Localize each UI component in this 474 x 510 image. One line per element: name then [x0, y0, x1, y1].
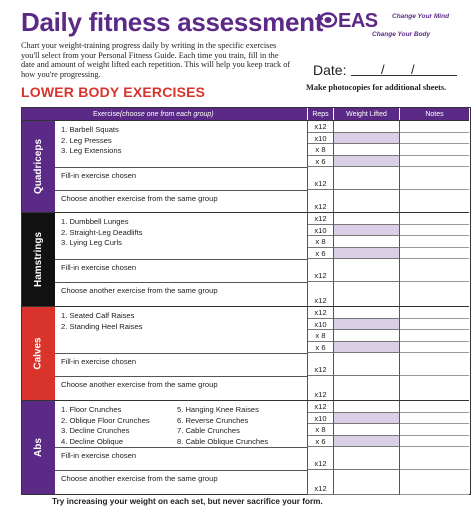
logo-tagline-1: Change Your Mind	[392, 13, 450, 20]
reps-cell: x 8	[308, 330, 334, 342]
notes-field[interactable]	[400, 413, 469, 425]
notes-field[interactable]	[400, 424, 469, 436]
weight-lifted-field[interactable]	[334, 470, 400, 495]
reps-cell: x10	[308, 413, 334, 425]
another-exercise-field[interactable]: Choose another exercise from the same group	[55, 190, 308, 213]
reps-cell: x12	[308, 353, 334, 376]
weight-lifted-field[interactable]	[334, 282, 400, 307]
exercise-option: 2. Straight-Leg Deadlifts	[61, 227, 143, 237]
exercise-column	[55, 307, 308, 401]
weight-lifted-field[interactable]	[334, 401, 400, 413]
notes-field[interactable]	[400, 342, 469, 354]
header-exercise	[55, 108, 308, 120]
another-exercise-field[interactable]: Choose another exercise from the same group	[55, 470, 308, 495]
exercise-option: 5. Hanging Knee Raises	[177, 405, 259, 414]
exercise-column	[55, 213, 308, 307]
logo-text: EAS	[338, 10, 378, 32]
reps-cell: x12	[308, 121, 334, 133]
group-quadriceps	[22, 120, 469, 212]
exercise-option: 7. Cable Crunches	[177, 426, 240, 436]
exercise-list-2	[177, 405, 268, 447]
notes-field[interactable]	[400, 436, 469, 448]
exercise-option: 8. Cable Oblique Crunches	[177, 436, 269, 446]
weight-lifted-field[interactable]	[334, 342, 400, 354]
reps-cell: x 6	[308, 248, 334, 260]
date-slash: /	[381, 62, 385, 77]
notes-field[interactable]	[400, 259, 469, 282]
exercise-list	[61, 125, 121, 157]
another-exercise-field[interactable]: Choose another exercise from the same group	[55, 282, 308, 307]
weight-lifted-field[interactable]	[334, 236, 400, 248]
date-slash: /	[411, 62, 415, 77]
weight-lifted-field[interactable]	[334, 376, 400, 401]
group-label	[22, 307, 55, 400]
exercise-table	[21, 107, 471, 495]
header-weight: Weight Lifted	[334, 108, 400, 120]
date-label: Date:	[313, 62, 347, 78]
group-label	[22, 121, 55, 212]
exercise-option: 1. Dumbbell Lunges	[61, 217, 129, 226]
notes-field[interactable]	[400, 447, 469, 470]
group-label-text: Hamstrings	[33, 231, 45, 288]
group-label-text: Abs	[33, 438, 44, 457]
weight-lifted-field[interactable]	[334, 144, 400, 156]
group-calves	[22, 306, 469, 400]
section-title: LOWER BODY EXERCISES	[21, 84, 206, 100]
exercise-option: 1. Seated Calf Raises	[61, 311, 135, 320]
exercise-option: 6. Reverse Crunches	[177, 415, 249, 425]
weight-lifted-field[interactable]	[334, 307, 400, 319]
exercise-option: 3. Lying Leg Curls	[61, 238, 122, 248]
reps-cell: x12	[308, 376, 334, 401]
eas-logo	[318, 10, 468, 44]
exercise-option: 1. Floor Crunches	[61, 405, 122, 414]
notes-field[interactable]	[400, 213, 469, 225]
photocopy-note: Make photocopies for additional sheets.	[306, 83, 447, 92]
reps-cell: x 6	[308, 156, 334, 168]
exercise-option: 2. Leg Presses	[61, 135, 112, 145]
exercise-list	[61, 311, 142, 332]
header-reps: Reps	[308, 108, 334, 120]
swoosh-icon	[318, 12, 338, 28]
header-notes: Notes	[400, 108, 469, 120]
notes-field[interactable]	[400, 225, 469, 237]
reps-cell: x 6	[308, 436, 334, 448]
weight-lifted-field[interactable]	[334, 330, 400, 342]
weight-lifted-field[interactable]	[334, 190, 400, 213]
notes-field[interactable]	[400, 133, 469, 145]
exercise-option: 4. Decline Oblique	[61, 436, 124, 446]
reps-cell: x 8	[308, 144, 334, 156]
notes-field[interactable]	[400, 319, 469, 331]
exercise-column	[55, 121, 308, 213]
exercise-list	[61, 405, 150, 447]
fill-in-exercise-field[interactable]: Fill-in exercise chosen	[55, 447, 308, 470]
group-label-text: Quadriceps	[33, 138, 44, 195]
weight-lifted-field[interactable]	[334, 213, 400, 225]
exercise-list	[61, 217, 142, 249]
reps-cell: x12	[308, 167, 334, 190]
reps-cell: x12	[308, 259, 334, 282]
logo-tagline-2: Change Your Body	[372, 31, 431, 38]
footer-note: Try increasing your weight on each set, but never sacrifice your form.	[52, 497, 323, 506]
reps-cell: x 8	[308, 424, 334, 436]
notes-field[interactable]	[400, 376, 469, 401]
intro-text: Chart your weight-training progress daily by writing in the specific exercises you'll select from your Personal Fitness Guide. Each time you train, fill in the date and amount of weight lifted each repetition. This will help you keep track of how you're progressing.	[21, 41, 291, 79]
exercise-option: 2. Standing Heel Raises	[61, 321, 143, 331]
reps-cell: x12	[308, 307, 334, 319]
reps-cell: x 8	[308, 236, 334, 248]
fill-in-exercise-field[interactable]: Fill-in exercise chosen	[55, 353, 308, 376]
group-hamstrings	[22, 212, 469, 306]
notes-field[interactable]	[400, 282, 469, 307]
weight-lifted-field[interactable]	[334, 156, 400, 168]
group-label	[22, 213, 55, 306]
reps-cell: x12	[308, 447, 334, 470]
reps-cell: x 6	[308, 342, 334, 354]
exercise-option: 1. Barbell Squats	[61, 125, 119, 134]
header-exercise-hint: (choose one from each group)	[119, 110, 214, 118]
fill-in-exercise-field[interactable]: Fill-in exercise chosen	[55, 167, 308, 190]
reps-cell: x12	[308, 401, 334, 413]
group-label	[22, 401, 55, 494]
weight-lifted-field[interactable]	[334, 353, 400, 376]
exercise-option: 3. Decline Crunches	[61, 426, 130, 436]
exercise-option: 3. Leg Extensions	[61, 146, 122, 156]
weight-lifted-field[interactable]	[334, 121, 400, 133]
reps-cell: x10	[308, 225, 334, 237]
notes-field[interactable]	[400, 190, 469, 213]
fill-in-exercise-field[interactable]: Fill-in exercise chosen	[55, 259, 308, 282]
weight-lifted-field[interactable]	[334, 167, 400, 190]
weight-lifted-field[interactable]	[334, 447, 400, 470]
page-title: Daily fitness assessment	[21, 7, 324, 37]
notes-field[interactable]	[400, 167, 469, 190]
date-field[interactable]	[351, 75, 457, 76]
weight-lifted-field[interactable]	[334, 424, 400, 436]
another-exercise-field[interactable]: Choose another exercise from the same group	[55, 376, 308, 401]
header-exercise-label: Exercise	[93, 110, 120, 118]
reps-cell: x12	[308, 213, 334, 225]
reps-cell: x12	[308, 282, 334, 307]
reps-cell: x12	[308, 470, 334, 495]
exercise-option: 2. Oblique Floor Crunches	[61, 415, 150, 425]
group-label-text: Calves	[33, 337, 44, 370]
notes-field[interactable]	[400, 353, 469, 376]
group-abs	[22, 400, 469, 494]
header-spacer	[22, 108, 55, 120]
notes-field[interactable]	[400, 248, 469, 260]
weight-lifted-field[interactable]	[334, 133, 400, 145]
reps-cell: x12	[308, 190, 334, 213]
notes-field[interactable]	[400, 307, 469, 319]
notes-field[interactable]	[400, 401, 469, 413]
weight-lifted-field[interactable]	[334, 248, 400, 260]
notes-field[interactable]	[400, 330, 469, 342]
exercise-column	[55, 401, 308, 495]
reps-cell: x10	[308, 133, 334, 145]
weight-lifted-field[interactable]	[334, 413, 400, 425]
weight-lifted-field[interactable]	[334, 259, 400, 282]
notes-field[interactable]	[400, 144, 469, 156]
notes-field[interactable]	[400, 470, 469, 495]
weight-lifted-field[interactable]	[334, 436, 400, 448]
weight-lifted-field[interactable]	[334, 225, 400, 237]
notes-field[interactable]	[400, 156, 469, 168]
notes-field[interactable]	[400, 236, 469, 248]
notes-field[interactable]	[400, 121, 469, 133]
weight-lifted-field[interactable]	[334, 319, 400, 331]
reps-cell: x10	[308, 319, 334, 331]
